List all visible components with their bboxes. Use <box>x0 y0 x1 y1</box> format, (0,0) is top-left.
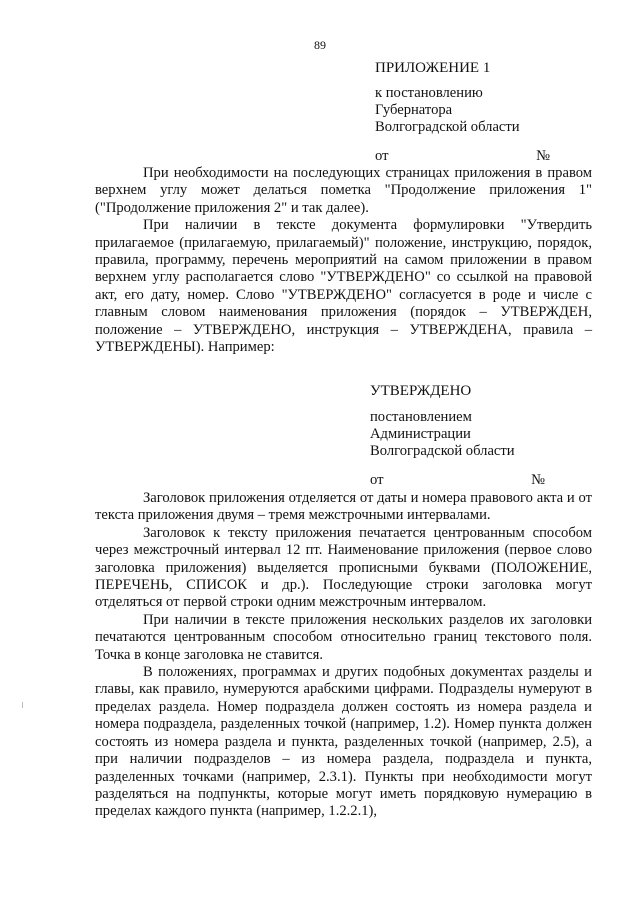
example-line: Администрации <box>370 426 471 442</box>
paragraph: Заголовок к тексту приложения печатается центрованным способом через межстрочный интервал 12 пт. Наименование приложения (первое слово заголовка приложения) выделяется прописными буквами (ПОЛОЖЕНИЕ, ПЕРЕЧЕНЬ, СПИСОК и др.). Последующие строки заголовка могут отделяться от первой строки одним межстрочным интервалом. <box>95 524 592 611</box>
example-approval-block <box>370 383 545 489</box>
paragraph: В положениях, программах и других подобных документах разделы и главы, как правило, нумеруются арабскими цифрами. Подразделы нумеруют в пределах раздела. Номер подраздела должен состоять из номера раздела и номера подраздела, разделенных точкой (например, 1.2). Номер пункта должен состоять из номера раздела и пункта, разделенных точкой (например, 2.5), а при наличии подразделов – из номера раздела, подраздела и пункта, разделенных точками (например, 2.3.1). Пункты при необходимости могут разделяться на подпункты, которые могут иметь порядковую нумерацию в пределах каждого пункта (например, 1.2.2.1), <box>95 664 592 820</box>
example-line: Волгоградской области <box>370 443 515 459</box>
page-number: 89 <box>314 38 326 52</box>
appendix-line: к постановлению <box>375 85 483 101</box>
body-text-bottom <box>95 490 592 821</box>
appendix-date-number-row <box>375 148 550 165</box>
example-title: УТВЕРЖДЕНО <box>370 383 472 399</box>
date-label: от <box>370 472 384 488</box>
paragraph: При наличии в тексте приложения нескольких разделов их заголовки печатаются центрованным способом относительно границ текстового поля. Точка в конце заголовка не ставится. <box>95 611 592 663</box>
example-line: постановлением <box>370 409 472 425</box>
body-text-top <box>95 165 592 356</box>
example-date-number-row <box>370 472 545 489</box>
paragraph: При необходимости на последующих страницах приложения в правом верхнем углу может делаться пометка "Продолжение приложения 1" ("Продолжение приложения 2" и так далее). <box>95 165 592 216</box>
number-label: № <box>536 148 550 164</box>
appendix-header <box>375 60 550 165</box>
number-label: № <box>531 472 545 488</box>
appendix-line: Волгоградской области <box>375 119 520 135</box>
date-label: от <box>375 148 389 164</box>
paragraph: При наличии в тексте документа формулировки "Утвердить прилагаемое (прилагаемую, прилагаемый)" положение, инструкцию, порядок, правила, программу, перечень мероприятий на самом приложении в правом верхнем углу располагается слово "УТВЕРЖДЕНО" со ссылкой на правовой акт, его дату, номер. Слово "УТВЕРЖДЕНО" согласуется в роде и числе с главным словом наименования приложения (порядок – УТВЕРЖДЕН, положение – УТВЕРЖДЕНО, инструкция – УТВЕРЖДЕНА, правила – УТВЕРЖДЕНЫ). Например: <box>95 217 592 356</box>
paragraph: Заголовок приложения отделяется от даты и номера правового акта и от текста приложения двумя – тремя межстрочными интервалами. <box>95 490 592 524</box>
scan-margin-mark <box>22 702 23 708</box>
appendix-title: ПРИЛОЖЕНИЕ 1 <box>375 60 491 76</box>
appendix-line: Губернатора <box>375 102 453 118</box>
